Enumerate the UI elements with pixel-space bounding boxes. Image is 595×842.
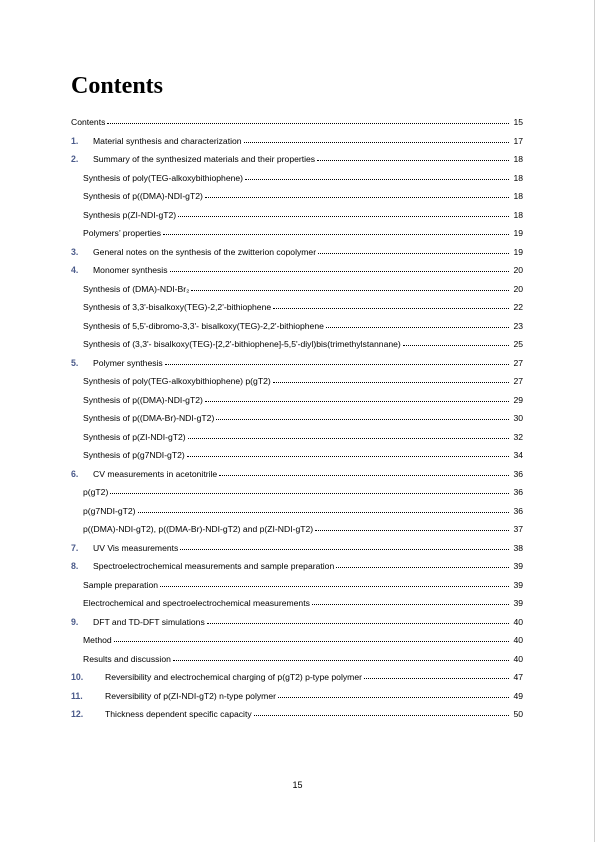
- toc-entry-label: Synthesis of 5,5'-dibromo-3,3'- bisalkoxy(TEG)-2,2'-bithiophene: [83, 320, 324, 331]
- toc-entry-number: 3.: [71, 246, 79, 257]
- toc-entry-label: Sample preparation: [83, 579, 159, 590]
- dot-leader: [173, 659, 509, 661]
- toc-entry-label: Synthesis of 3,3'-bisalkoxy(TEG)-2,2'-bithiophene: [83, 302, 272, 312]
- toc-entry-page: 38: [513, 542, 523, 553]
- toc-entry-page: 19: [513, 246, 523, 257]
- toc-entry[interactable]: [71, 150, 523, 169]
- toc-entry-page: 20: [513, 265, 523, 275]
- dot-leader: [191, 289, 509, 291]
- toc-entry-page: 37: [513, 524, 523, 534]
- toc-entry-page: 18: [513, 172, 523, 183]
- toc-entry-label: General notes on the synthesis of the zwitterion copolymer: [93, 246, 317, 257]
- dot-leader: [336, 566, 509, 568]
- toc-entry-label: DFT and TD-DFT simulations: [93, 616, 205, 627]
- dot-leader: [107, 122, 509, 124]
- dot-leader: [364, 677, 509, 679]
- toc-entry-page: 39: [513, 561, 523, 571]
- toc-entry-page: 40: [513, 616, 523, 627]
- dot-leader: [170, 270, 509, 272]
- toc-entry[interactable]: [71, 354, 523, 373]
- toc-entry-page: 40: [513, 653, 523, 664]
- toc-entry-page: 23: [513, 320, 523, 331]
- dot-leader: [317, 159, 509, 161]
- toc-entry-label: Reversibility and electrochemical charging of p(gT2) p-type polymer: [105, 672, 362, 682]
- dot-leader: [273, 381, 509, 383]
- toc-entry-label: Thickness dependent specific capacity: [105, 709, 252, 719]
- toc-entry-number: 7.: [71, 542, 79, 553]
- toc-entry-label: Results and discussion: [83, 653, 171, 664]
- toc-entry[interactable]: [71, 631, 523, 650]
- toc-entry-label: Contents: [71, 117, 106, 127]
- dot-leader: [273, 307, 509, 309]
- dot-leader: [315, 529, 509, 531]
- dot-leader: [178, 215, 509, 217]
- toc-entry[interactable]: [71, 557, 523, 576]
- toc-entry-number: 1.: [71, 135, 79, 146]
- dot-leader: [138, 511, 509, 513]
- toc-entry[interactable]: [71, 224, 523, 243]
- toc-entry[interactable]: [71, 668, 523, 687]
- toc-entry-label: Spectroelectrochemical measurements and sample preparation: [93, 561, 335, 571]
- toc-entry-page: 34: [513, 450, 523, 460]
- toc-entry-number: 5.: [71, 357, 79, 368]
- toc-entry-page: 18: [513, 209, 523, 220]
- dot-leader: [165, 363, 509, 365]
- toc-entry-page: 22: [513, 302, 523, 312]
- dot-leader: [163, 233, 509, 235]
- dot-leader: [318, 252, 509, 254]
- toc-entry-page: 19: [513, 228, 523, 238]
- dot-leader: [312, 603, 509, 605]
- toc-entry-page: 18: [513, 154, 523, 164]
- toc-entry-label: Synthesis of (DMA)-NDI-Br₂: [83, 283, 190, 294]
- toc-entry[interactable]: [71, 446, 523, 465]
- toc-entry-label: p(g7NDI-gT2): [83, 505, 136, 516]
- toc-entry[interactable]: [71, 650, 523, 669]
- toc-entry-page: 17: [513, 135, 523, 146]
- toc-entry[interactable]: [71, 465, 523, 484]
- toc-entry[interactable]: [71, 372, 523, 391]
- dot-leader: [180, 548, 509, 550]
- toc-entry-page: 20: [513, 283, 523, 294]
- dot-leader: [188, 437, 509, 439]
- toc-entry[interactable]: [71, 206, 523, 225]
- dot-leader: [403, 344, 509, 346]
- toc-entry-label: Reversibility of p(ZI-NDI-gT2) n-type polymer: [105, 690, 276, 701]
- dot-leader: [205, 400, 509, 402]
- toc-entry[interactable]: [71, 539, 523, 558]
- dot-leader: [205, 196, 509, 198]
- toc-entry-label: Summary of the synthesized materials and their properties: [93, 154, 316, 164]
- toc-entry-number: 2.: [71, 154, 79, 164]
- toc-entry[interactable]: [71, 169, 523, 188]
- toc-entry-label: Synthesis of poly(TEG-alkoxybithiophene): [83, 172, 244, 183]
- toc-entry[interactable]: [71, 409, 523, 428]
- page-title: Contents: [71, 73, 164, 99]
- toc-entry[interactable]: [71, 576, 523, 595]
- dot-leader: [207, 622, 509, 624]
- toc-entry-label: Synthesis p(ZI-NDI-gT2): [83, 209, 177, 220]
- toc-entry[interactable]: [71, 483, 523, 502]
- toc-entry[interactable]: [71, 391, 523, 410]
- table-of-contents: [71, 113, 523, 724]
- toc-entry[interactable]: [71, 187, 523, 206]
- toc-entry-page: 29: [513, 394, 523, 405]
- toc-entry-page: 39: [513, 598, 523, 608]
- toc-entry[interactable]: [71, 317, 523, 336]
- toc-entry-page: 30: [513, 413, 523, 423]
- toc-entry[interactable]: [71, 113, 523, 132]
- toc-entry-page: 36: [513, 468, 523, 479]
- toc-entry[interactable]: [71, 613, 523, 632]
- toc-entry-page: 27: [513, 376, 523, 386]
- toc-entry-label: Polymer synthesis: [93, 357, 163, 368]
- toc-entry-page: 32: [513, 431, 523, 442]
- dot-leader: [187, 455, 509, 457]
- dot-leader: [216, 418, 509, 420]
- dot-leader: [110, 492, 509, 494]
- toc-entry[interactable]: [71, 428, 523, 447]
- toc-entry-page: 40: [513, 635, 523, 645]
- toc-entry-page: 47: [513, 672, 523, 682]
- toc-entry-number: 8.: [71, 561, 79, 571]
- toc-entry-page: 15: [513, 117, 523, 127]
- toc-entry-number: 9.: [71, 616, 79, 627]
- toc-entry-number: 12.: [71, 709, 84, 719]
- toc-entry-label: CV measurements in acetonitrile: [93, 468, 218, 479]
- toc-entry-label: Synthesis of p((DMA-Br)-NDI-gT2): [83, 413, 215, 423]
- toc-entry-page: 25: [513, 339, 523, 349]
- toc-entry-page: 18: [513, 191, 523, 201]
- dot-leader: [160, 585, 509, 587]
- toc-entry[interactable]: [71, 132, 523, 151]
- toc-entry-label: Material synthesis and characterization: [93, 135, 242, 146]
- toc-entry[interactable]: [71, 298, 523, 317]
- toc-entry[interactable]: [71, 280, 523, 299]
- toc-entry-label: p((DMA)-NDI-gT2), p((DMA-Br)-NDI-gT2) and p(ZI-NDI-gT2): [83, 524, 314, 534]
- toc-entry-number: 10.: [71, 672, 84, 682]
- toc-entry[interactable]: [71, 520, 523, 539]
- dot-leader: [219, 474, 509, 476]
- toc-entry[interactable]: [71, 705, 523, 724]
- toc-entry[interactable]: [71, 502, 523, 521]
- toc-entry-page: 49: [513, 690, 523, 701]
- toc-entry-label: Synthesis of p(g7NDI-gT2): [83, 450, 185, 460]
- toc-entry[interactable]: [71, 261, 523, 280]
- toc-entry-number: 4.: [71, 265, 79, 275]
- toc-entry-label: Monomer synthesis: [93, 265, 168, 275]
- toc-entry[interactable]: [71, 243, 523, 262]
- dot-leader: [278, 696, 509, 698]
- toc-entry-page: 36: [513, 487, 523, 497]
- toc-entry-number: 11.: [71, 690, 83, 701]
- toc-entry[interactable]: [71, 687, 523, 706]
- dot-leader: [254, 714, 509, 716]
- toc-entry-label: p(gT2): [83, 487, 109, 497]
- dot-leader: [245, 178, 509, 180]
- toc-entry-page: 39: [513, 579, 523, 590]
- toc-entry-label: Synthesis of (3,3'- bisalkoxy(TEG)-[2,2'-bithiophene]-5,5'-diyl)bis(trimethylstannane): [83, 339, 401, 349]
- toc-entry-label: Electrochemical and spectroelectrochemical measurements: [83, 598, 310, 608]
- toc-entry-label: Synthesis of poly(TEG-alkoxybithiophene) p(gT2): [83, 376, 271, 386]
- toc-entry-label: Synthesis of p((DMA)-NDI-gT2): [83, 394, 203, 405]
- toc-entry-label: UV Vis measurements: [93, 542, 179, 553]
- toc-entry-label: Method: [83, 635, 112, 645]
- dot-leader: [244, 141, 509, 143]
- toc-entry-number: 6.: [71, 468, 79, 479]
- toc-entry[interactable]: [71, 594, 523, 613]
- dot-leader: [114, 640, 509, 642]
- toc-entry-label: Polymers’ properties: [83, 228, 162, 238]
- toc-entry-label: Synthesis of p(ZI-NDI-gT2): [83, 431, 186, 442]
- toc-entry-label: Synthesis of p((DMA)-NDI-gT2): [83, 191, 203, 201]
- toc-entry[interactable]: [71, 335, 523, 354]
- toc-entry-page: 50: [513, 709, 523, 719]
- page-number: 15: [292, 780, 303, 790]
- toc-entry-page: 27: [513, 357, 523, 368]
- dot-leader: [326, 326, 509, 328]
- toc-entry-page: 36: [513, 505, 523, 516]
